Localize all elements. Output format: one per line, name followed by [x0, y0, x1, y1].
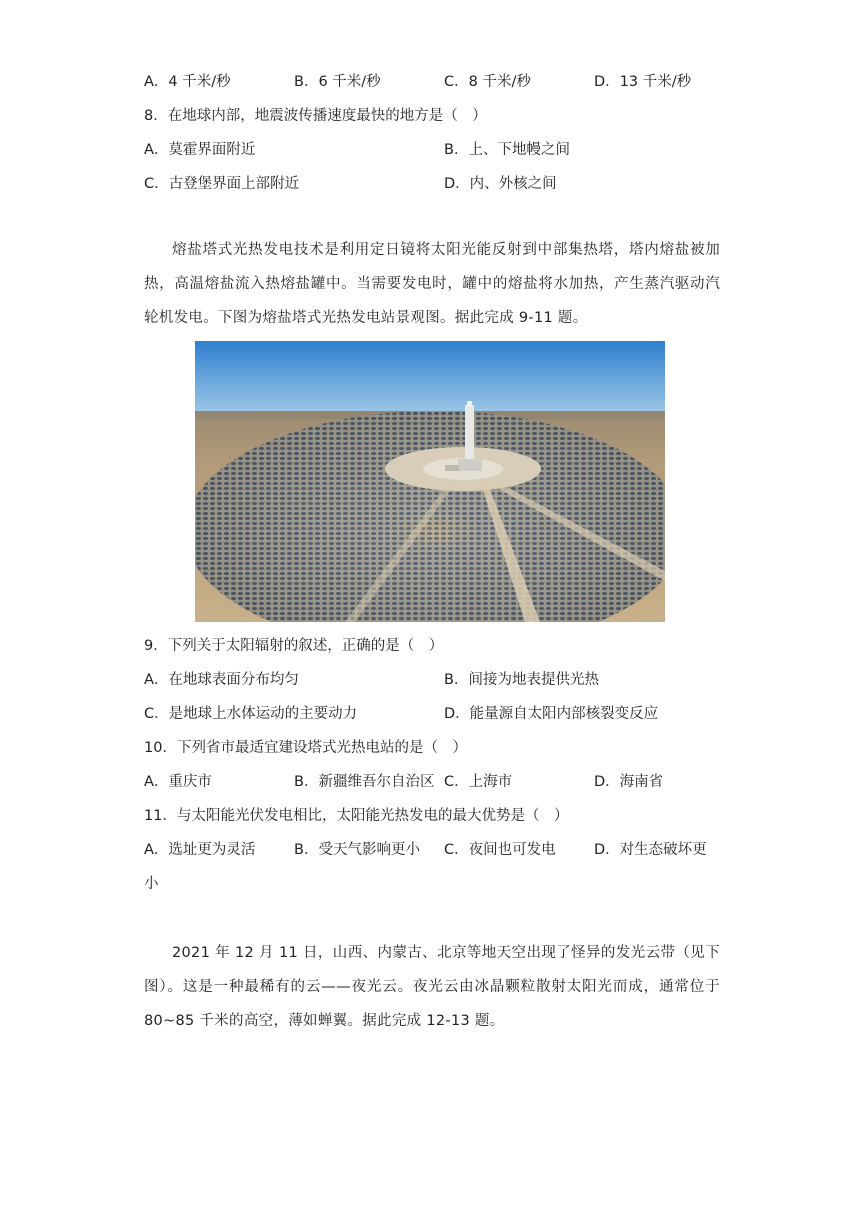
q9-option-b: B．间接为地表提供光热: [444, 672, 599, 688]
q7-option-d: D．13 千米/秒: [594, 74, 692, 90]
q8-option-a: A．莫霍界面附近: [144, 142, 256, 158]
q10-option-c: C．上海市: [444, 774, 513, 790]
q9-stem: 9．下列关于太阳辐射的叙述，正确的是（ ）: [144, 638, 444, 654]
q11-option-b: B．受天气影响更小: [294, 842, 420, 858]
q10-option-b: B．新疆维吾尔自治区: [294, 774, 435, 790]
q7-option-a: A．4 千米/秒: [144, 74, 231, 90]
q9-option-d: D．能量源自太阳内部核裂变反应: [444, 706, 659, 722]
passage-noctilucent-clouds: 2021 年 12 月 11 日，山西、内蒙古、北京等地天空出现了怪异的发光云带（见下图）。这是一种最稀有的云——夜光云。夜光云由冰晶颗粒散射太阳光而成，通常位于 80~85 千米的高空，薄如蝉翼。据此完成 12-13 题。: [144, 945, 720, 1029]
q11-stem: 11．与太阳能光伏发电相比，太阳能光热发电的最大优势是（ ）: [144, 808, 569, 824]
q8-option-c: C．古登堡界面上部附近: [144, 176, 300, 192]
q8-stem: 8．在地球内部，地震波传播速度最快的地方是（ ）: [144, 108, 487, 124]
q8-option-d: D．内、外核之间: [444, 176, 557, 192]
q11-option-d: D．对生态破坏更: [594, 842, 707, 858]
passage-solar-thermal: 熔盐塔式光热发电技术是利用定日镜将太阳光能反射到中部集热塔，塔内熔盐被加热，高温熔盐流入热熔盐罐中。当需要发电时，罐中的熔盐将水加热，产生蒸汽驱动汽轮机发电。下图为熔盐塔式光热发电站景观图。据此完成 9-11 题。: [144, 242, 720, 326]
solar-tower-plant-photo: [195, 341, 665, 622]
q11-option-a: A．选址更为灵活: [144, 842, 256, 858]
q11-option-d-wrap: 小: [144, 876, 159, 892]
q10-option-d: D．海南省: [594, 774, 664, 790]
q11-option-c: C．夜间也可发电: [444, 842, 556, 858]
q10-stem: 10．下列省市最适宜建设塔式光热电站的是（ ）: [144, 740, 467, 756]
q7-option-b: B．6 千米/秒: [294, 74, 381, 90]
q8-option-b: B．上、下地幔之间: [444, 142, 570, 158]
q10-option-a: A．重庆市: [144, 774, 212, 790]
q7-option-c: C．8 千米/秒: [444, 74, 531, 90]
q9-option-a: A．在地球表面分布均匀: [144, 672, 299, 688]
q9-option-c: C．是地球上水体运动的主要动力: [144, 706, 358, 722]
